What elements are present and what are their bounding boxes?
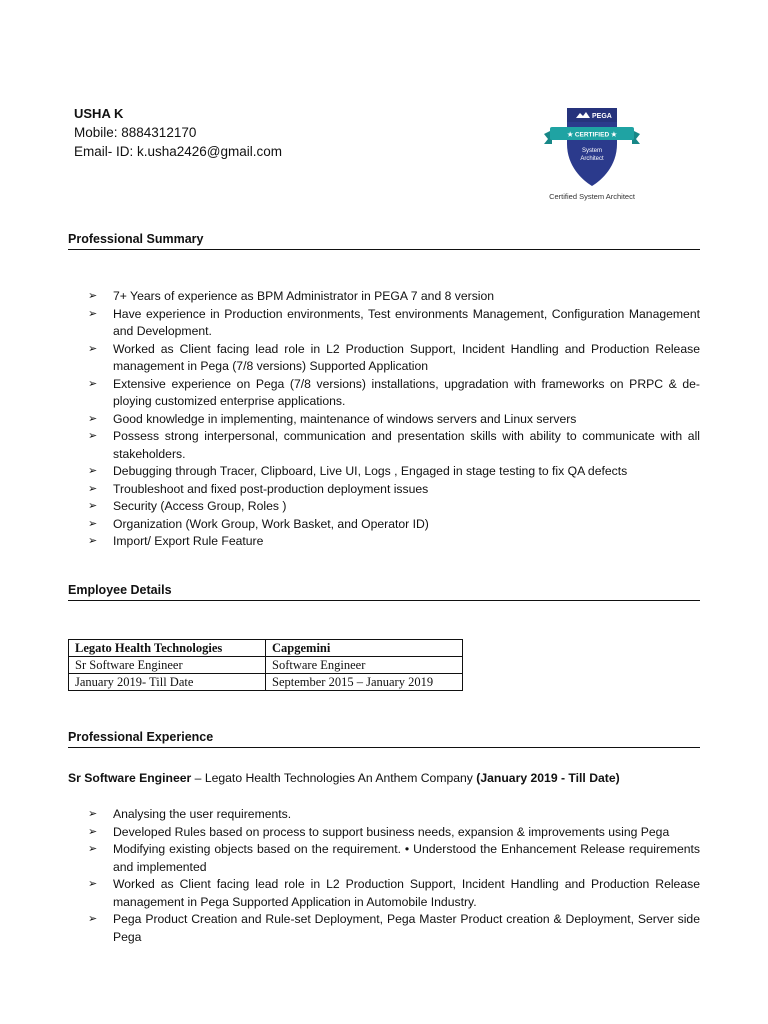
list-item-text: Security (Access Group, Roles ) <box>113 499 287 513</box>
experience-role-line <box>68 771 620 785</box>
candidate-name: USHA K <box>74 106 124 121</box>
experience-company: – Legato Health Technologies An Anthem Company <box>191 771 477 785</box>
employee-details-table <box>68 639 463 691</box>
mobile-number: Mobile: 8884312170 <box>74 125 197 140</box>
list-item <box>88 876 700 911</box>
arrow-bullet-icon: ➢ <box>88 465 98 477</box>
table-cell: Sr Software Engineer <box>69 657 266 674</box>
arrow-bullet-icon: ➢ <box>88 307 98 320</box>
badge-ribbon-text: ★ CERTIFIED ★ <box>567 131 617 139</box>
experience-role: Sr Software Engineer <box>68 771 192 785</box>
list-item <box>88 411 700 429</box>
table-cell: September 2015 – January 2019 <box>266 674 463 691</box>
badge-line-2: Architect <box>580 156 604 162</box>
list-item <box>88 806 700 824</box>
arrow-bullet-icon: ➢ <box>88 500 98 512</box>
list-item-text: Modifying existing objects based on the requirement. • Understood the Enhancement Release requirements and implemented <box>113 842 700 874</box>
arrow-bullet-icon: ➢ <box>88 843 98 855</box>
shield-badge-icon <box>540 104 644 190</box>
list-item-text: Possess strong interpersonal, communication and presentation skills with ability to communicate with all stakeholders. <box>113 429 700 461</box>
summary-bullet-list <box>88 288 700 551</box>
contact-header <box>74 104 282 161</box>
experience-period: (January 2019 - Till Date) <box>476 771 620 785</box>
list-item <box>88 306 700 341</box>
badge-brand: PEGA <box>592 113 612 120</box>
arrow-bullet-icon: ➢ <box>88 825 98 838</box>
list-item <box>88 533 700 551</box>
list-item-text: Have experience in Production environments, Test environments Management, Configuration Management and Development. <box>113 306 700 338</box>
list-item-text: Organization (Work Group, Work Basket, and Operator ID) <box>113 516 429 531</box>
list-item-text: Analysing the user requirements. <box>113 807 292 821</box>
arrow-bullet-icon: ➢ <box>88 377 98 390</box>
list-item-text: Extensive experience on Pega (7/8 versions) installations, upgradation with frameworks on PRPC & de-ploying customized enterprise applications. <box>113 376 700 408</box>
arrow-bullet-icon: ➢ <box>88 482 98 495</box>
list-item-text: Worked as Client facing lead role in L2 Production Support, Incident Handling and Production Release management in Pega (7/8 versions) Supported Application <box>113 341 700 373</box>
arrow-bullet-icon: ➢ <box>88 517 98 530</box>
section-title-experience: Professional Experience <box>68 730 700 748</box>
section-title-employee: Employee Details <box>68 583 700 601</box>
table-cell: January 2019- Till Date <box>69 674 266 691</box>
list-item <box>88 481 700 499</box>
badge-line-1: System <box>581 148 603 154</box>
table-row <box>69 657 463 674</box>
list-item <box>88 824 700 842</box>
arrow-bullet-icon: ➢ <box>88 430 98 442</box>
pega-certification-badge <box>540 104 644 204</box>
list-item <box>88 463 700 481</box>
arrow-bullet-icon: ➢ <box>88 913 98 925</box>
arrow-bullet-icon: ➢ <box>88 878 98 890</box>
table-cell: Software Engineer <box>266 657 463 674</box>
badge-caption: Certified System Architect <box>549 192 635 201</box>
list-item <box>88 376 700 411</box>
table-header-cell: Capgemini <box>266 640 463 657</box>
experience-bullet-list <box>88 806 700 946</box>
table-row <box>69 674 463 691</box>
email-address: Email- ID: k.usha2426@gmail.com <box>74 144 283 159</box>
section-title-summary: Professional Summary <box>68 232 700 250</box>
list-item-text: Import/ Export Rule Feature <box>113 534 264 548</box>
arrow-bullet-icon: ➢ <box>88 535 98 547</box>
list-item <box>88 911 700 946</box>
arrow-bullet-icon: ➢ <box>88 342 98 355</box>
list-item <box>88 841 700 876</box>
list-item-text: Troubleshoot and fixed post-production deployment issues <box>113 481 429 496</box>
list-item-text: Worked as Client facing lead role in L2 Production Support, Incident Handling and Production Release management in Pega Supported Application in Automobile Industry. <box>113 877 700 909</box>
list-item-text: 7+ Years of experience as BPM Administrator in PEGA 7 and 8 version <box>113 289 495 303</box>
list-item-text: Debugging through Tracer, Clipboard, Live UI, Logs , Engaged in stage testing to fix QA defects <box>113 464 628 478</box>
list-item-text: Good knowledge in implementing, maintenance of windows servers and Linux servers <box>113 411 577 426</box>
list-item <box>88 428 700 463</box>
arrow-bullet-icon: ➢ <box>88 290 98 302</box>
table-header-row <box>69 640 463 657</box>
list-item <box>88 341 700 376</box>
list-item-text: Pega Product Creation and Rule-set Deployment, Pega Master Product creation & Deployment, Server side Pega <box>113 912 700 944</box>
arrow-bullet-icon: ➢ <box>88 412 98 425</box>
list-item <box>88 498 700 516</box>
list-item <box>88 288 700 306</box>
arrow-bullet-icon: ➢ <box>88 808 98 820</box>
table-header-cell: Legato Health Technologies <box>69 640 266 657</box>
list-item-text: Developed Rules based on process to support business needs, expansion & improvements using Pega <box>113 824 670 839</box>
list-item <box>88 516 700 534</box>
